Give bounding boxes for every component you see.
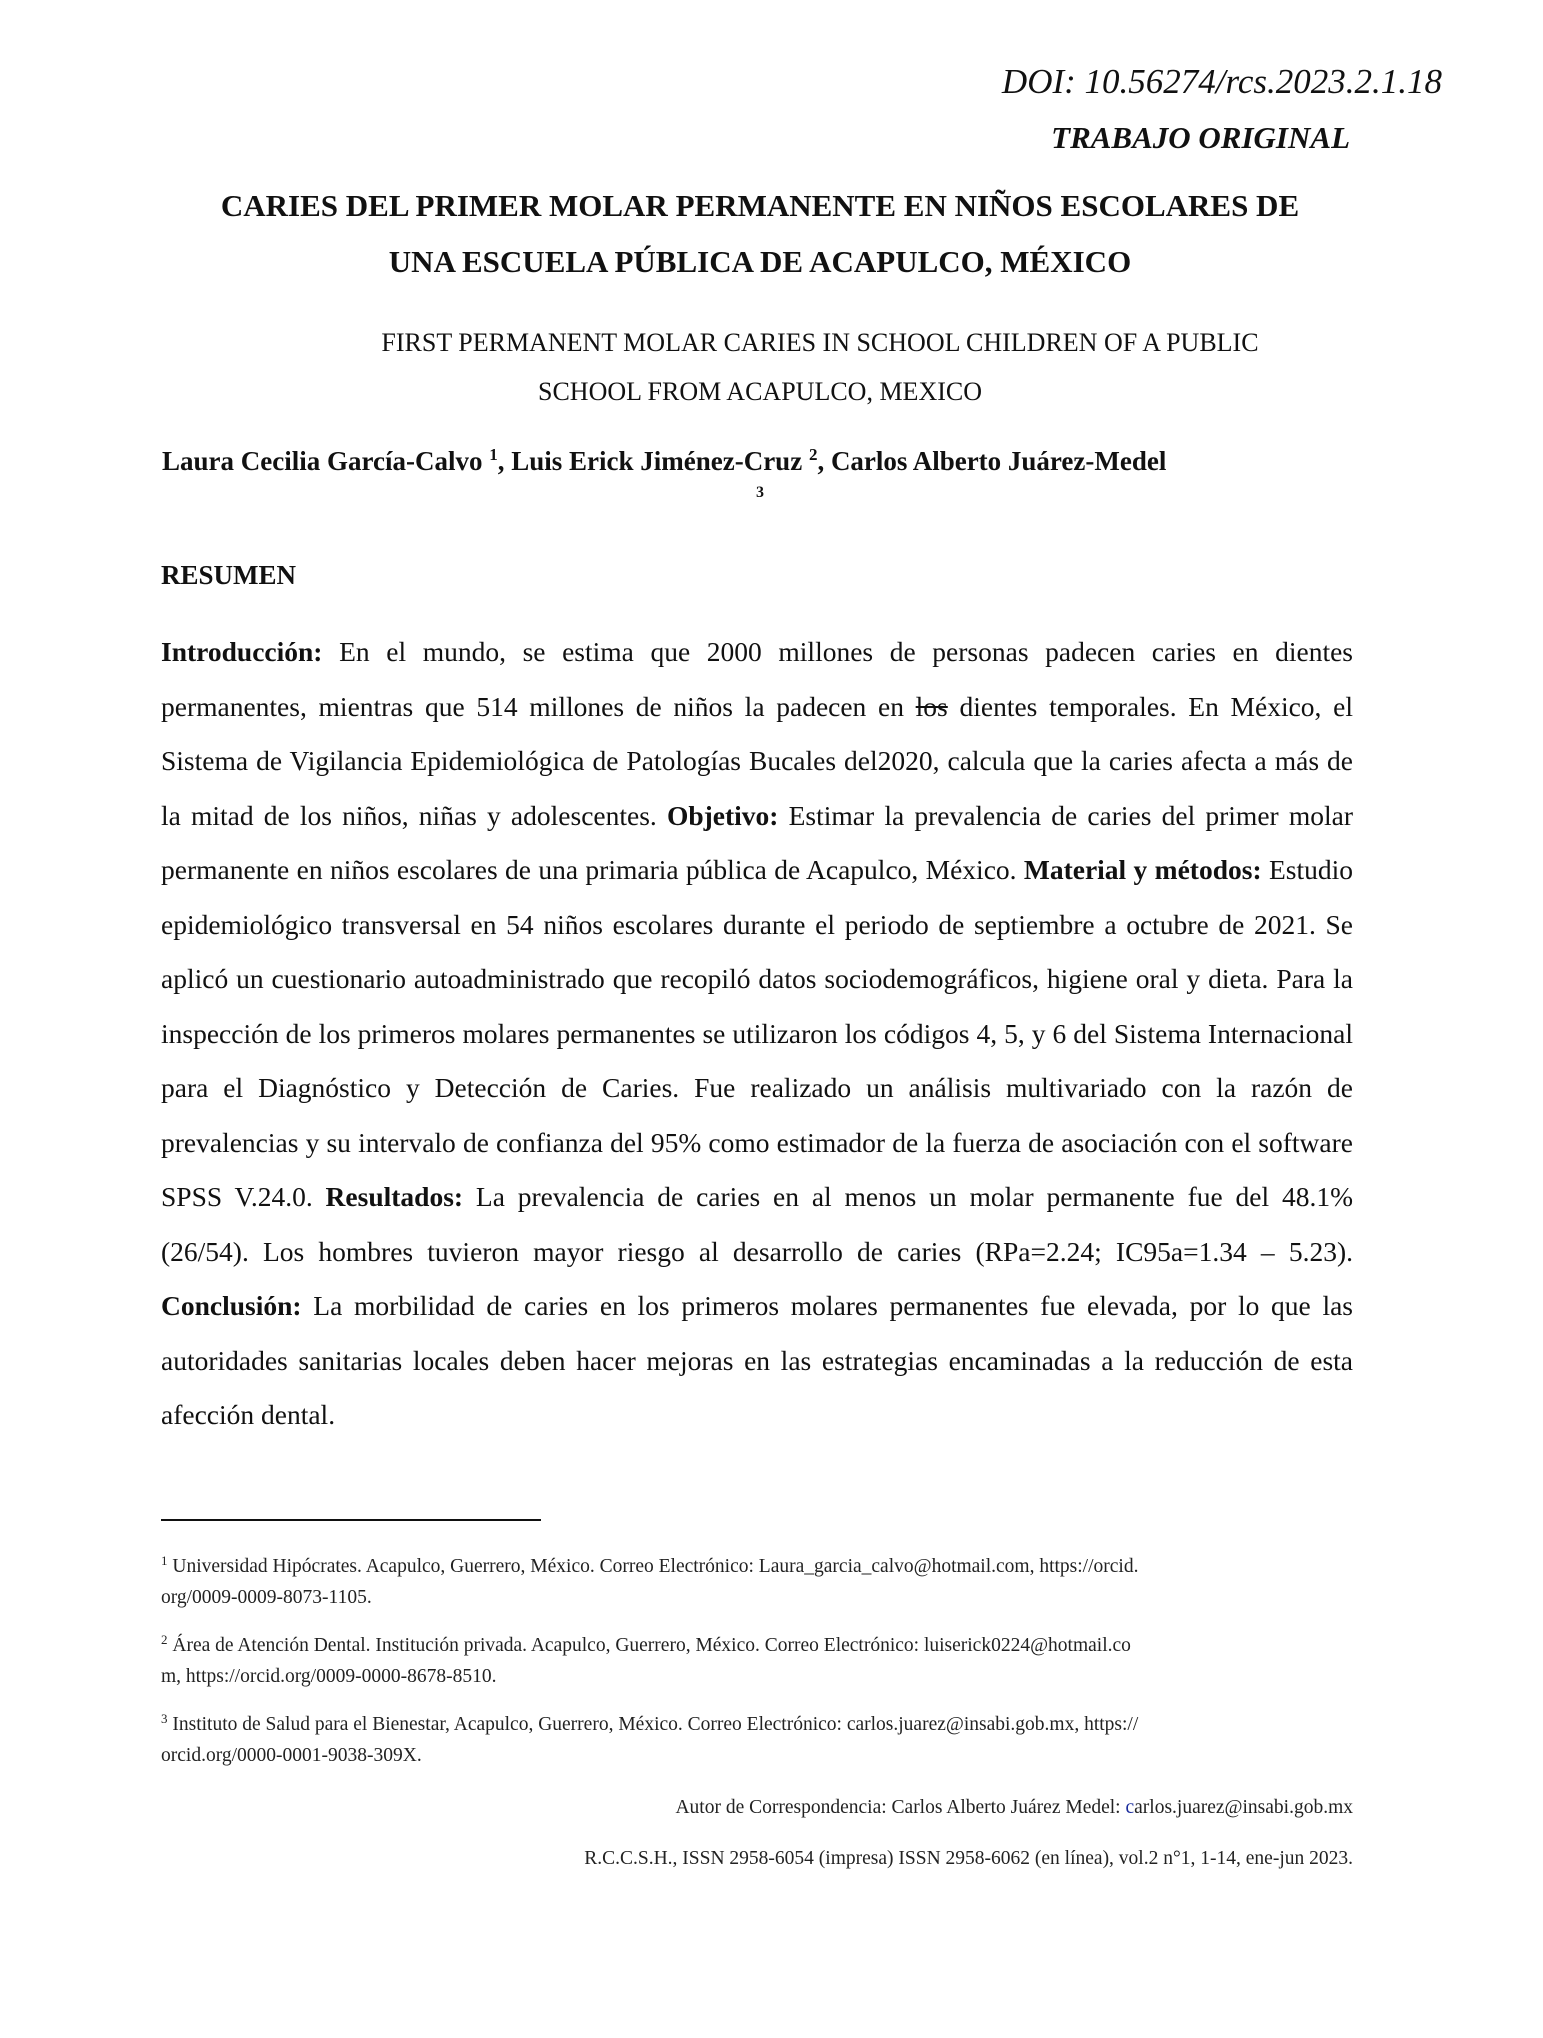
footnote-3: [161, 1709, 1353, 1771]
conclusion-label: Conclusión:: [161, 1290, 302, 1321]
intro-text-continued: dientes temporales. En México, el Sistema de Vigilancia Epidemiológica de Patologías Bucales del2020, calcula que la caries afecta a más de la mitad de los niños, niñas y adolescentes.: [161, 690, 1353, 831]
affiliation-mark[interactable]: 2: [808, 445, 818, 464]
affiliation-mark[interactable]: 1: [489, 445, 498, 464]
footnote-mark: 1: [161, 1553, 168, 1568]
author-name: Carlos Alberto Juárez-Medel: [830, 446, 1167, 476]
affiliation-mark[interactable]: 3: [756, 484, 764, 501]
footnote-text[interactable]: Universidad Hipócrates. Acapulco, Guerrero, México. Correo Electrónico: Laura_garcia_calvo@hotmail.com, https://orcid.: [167, 1556, 1139, 1577]
intro-text: En el mundo, se estima que 2000 millones de personas padecen caries en dientes permanentes, mientras que 514 millones de niños la padecen en: [161, 636, 1353, 722]
struck-text: los: [915, 690, 948, 722]
footnote-mark: 3: [161, 1711, 168, 1726]
author-separator: ,: [497, 446, 512, 476]
doi-link[interactable]: DOI: 10.56274/rcs.2023.2.1.18: [1001, 62, 1442, 101]
paper-title-spanish: [150, 178, 1370, 290]
author-name: Laura Cecilia García-Calvo: [162, 446, 483, 476]
author-list: [162, 443, 1358, 479]
title-es-line-2: UNA ESCUELA PÚBLICA DE ACAPULCO, MÉXICO: [388, 244, 1132, 279]
intro-label: Introducción:: [161, 636, 323, 667]
article-type-label: TRABAJO ORIGINAL: [1051, 120, 1350, 155]
footnote-1: [161, 1551, 1353, 1613]
footnote-text[interactable]: Instituto de Salud para el Bienestar, Acapulco, Guerrero, México. Correo Electrónico: carlos.juarez@insabi.gob.mx, https://: [167, 1714, 1139, 1735]
footnote-text[interactable]: Área de Atención Dental. Institución privada. Acapulco, Guerrero, México. Correo Electrónico: luiserick0224@hotmail.co: [167, 1635, 1131, 1656]
footnote-mark: 2: [161, 1632, 168, 1647]
methods-text: Estudio epidemiológico transversal en 54 niños escolares durante el periodo de septiembre a octubre de 2021. Se aplicó un cuestionario autoadministrado que recopiló datos sociodemográficos, higiene oral y dieta. Para la inspección de los primeros molares permanentes se utilizaron los códigos 4, 5, y 6 del Sistema Internacional para el Diagnóstico y Detección de Caries. Fue realizado un análisis multivariado con la razón de prevalencias y su intervalo de confianza del 95% como estimador de la fuerza de asociación con el software SPSS V.24.0.: [161, 854, 1354, 1212]
abstract-heading: RESUMEN: [161, 560, 297, 590]
journal-citation: R.C.C.S.H., ISSN 2958-6054 (impresa) ISSN 2958-6062 (en línea), vol.2 n°1, 1-14, ene-jun 2023.: [584, 1848, 1353, 1869]
correspondence-email-first-char[interactable]: c: [1125, 1797, 1135, 1818]
methods-label: Material y métodos:: [1023, 854, 1262, 885]
title-en-line-2: SCHOOL FROM ACAPULCO, MEXICO: [538, 377, 982, 406]
abstract-body: [161, 625, 1353, 1443]
footnote-2: [161, 1630, 1353, 1692]
corresponding-author: [675, 1797, 1353, 1819]
footnote-divider: [161, 1519, 541, 1521]
correspondence-email[interactable]: arlos.juarez@insabi.gob.mx: [1134, 1797, 1353, 1818]
footnote-text-continued[interactable]: m, https://orcid.org/0009-0000-8678-8510.: [161, 1666, 497, 1687]
objective-text: Estimar la prevalencia de caries del primer molar permanente en niños escolares de una primaria pública de Acapulco, México.: [161, 799, 1353, 885]
conclusion-text: La morbilidad de caries en los primeros molares permanentes fue elevada, por lo que las autoridades sanitarias locales deben hacer mejoras en las estrategias encaminadas a la reducción de esta afección dental.: [161, 1290, 1353, 1430]
title-en-line-1: FIRST PERMANENT MOLAR CARIES IN SCHOOL CHILDREN OF A PUBLIC: [381, 328, 1259, 357]
results-text: La prevalencia de caries en al menos un molar permanente fue del 48.1% (26/54). Los hombres tuvieron mayor riesgo al desarrollo de caries (RPa=2.24; IC95a=1.34 – 5.23).: [161, 1181, 1353, 1267]
objective-label: Objetivo:: [666, 799, 779, 831]
title-es-line-1: CARIES DEL PRIMER MOLAR PERMANENTE EN NIÑOS ESCOLARES DE: [220, 188, 1300, 223]
correspondence-label: Autor de Correspondencia: Carlos Alberto Juárez Medel:: [675, 1797, 1126, 1818]
author-separator: ,: [817, 446, 831, 476]
paper-title-english: [150, 318, 1370, 416]
footnote-text-continued[interactable]: orcid.org/0000-0001-9038-309X.: [161, 1745, 422, 1766]
results-label: Resultados:: [325, 1181, 464, 1212]
footnote-text-continued[interactable]: org/0009-0009-8073-1105.: [161, 1587, 372, 1608]
author-name: Luis Erick Jiménez-Cruz: [511, 446, 803, 476]
